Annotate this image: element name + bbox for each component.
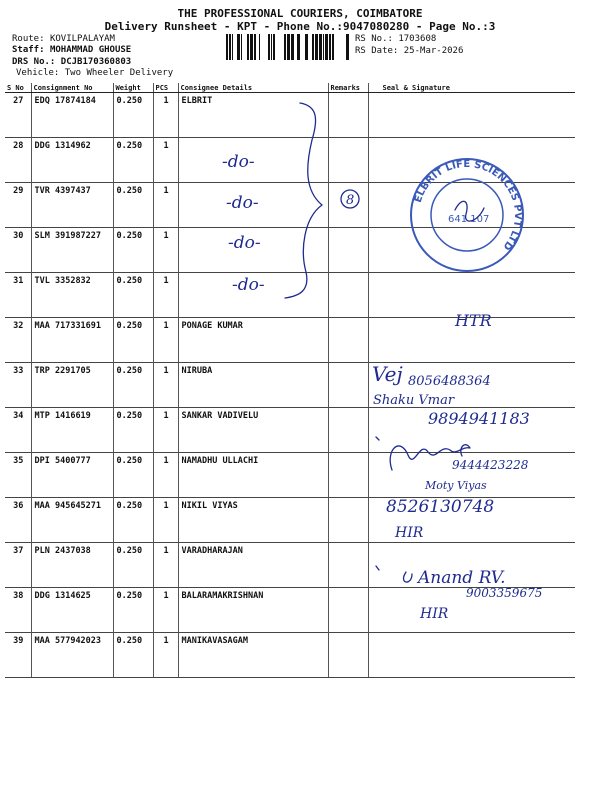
row-weight: 0.250	[113, 543, 153, 588]
row-consignment-no: MAA 717331691	[31, 318, 113, 363]
row-consignment-no: MAA 577942023	[31, 633, 113, 678]
staff-label: Staff:	[12, 45, 45, 55]
row-consignment-no: DDG 1314625	[31, 588, 113, 633]
row-sno: 33	[5, 363, 31, 408]
signature-row-32: HTR	[455, 311, 492, 330]
drs-value: DCJB170360803	[60, 57, 132, 67]
row-consignee: VARADHARAJAN	[178, 543, 328, 588]
row-weight: 0.250	[113, 228, 153, 273]
circled-count: 8	[346, 193, 355, 208]
row-sno: 36	[5, 498, 31, 543]
row-weight: 0.250	[113, 138, 153, 183]
signature-row-39: HIR	[420, 606, 449, 622]
ditto-mark: -do-	[228, 233, 261, 253]
row-sno: 27	[5, 93, 31, 138]
col-remarks: Remarks	[328, 83, 368, 93]
row-consignment-no: MTP 1416619	[31, 408, 113, 453]
signature-row-38-phone: 9003359675	[466, 586, 543, 600]
row-weight: 0.250	[113, 183, 153, 228]
row-weight: 0.250	[113, 453, 153, 498]
company-stamp	[411, 159, 523, 271]
row-consignment-no: TVR 4397437	[31, 183, 113, 228]
col-sno: S No	[5, 83, 31, 93]
route-value: KOVILPALAYAM	[49, 34, 115, 44]
ditto-mark: -do-	[226, 193, 259, 213]
signature-row-34b-phone: 9894941183	[428, 409, 530, 428]
ditto-mark: -do-	[222, 152, 255, 172]
row-pcs: 1	[153, 138, 178, 183]
row-consignee: NIKIL VIYAS	[178, 498, 328, 543]
row-sno: 32	[5, 318, 31, 363]
signature-row-37: HIR	[395, 525, 424, 541]
row-weight: 0.250	[113, 408, 153, 453]
row-consignee: PONAGE KUMAR	[178, 318, 328, 363]
row-weight: 0.250	[113, 273, 153, 318]
row-consignment-no: TRP 2291705	[31, 363, 113, 408]
row-consignment-no: EDQ 17874184	[31, 93, 113, 138]
row-sno: 31	[5, 273, 31, 318]
signature-row-34-name: Vej	[372, 362, 403, 386]
row-weight: 0.250	[113, 633, 153, 678]
row-weight: 0.250	[113, 363, 153, 408]
col-consignee: Consignee Details	[178, 83, 328, 93]
row-sno: 39	[5, 633, 31, 678]
row-pcs: 1	[153, 183, 178, 228]
signature-row-35-phone: 9444423228	[452, 458, 529, 472]
row-pcs: 1	[153, 498, 178, 543]
row-pcs: 1	[153, 228, 178, 273]
signature-row-38-name: Anand RV.	[418, 568, 506, 588]
row-weight: 0.250	[113, 498, 153, 543]
row-sno: 35	[5, 453, 31, 498]
col-pcs: PCS	[153, 83, 178, 93]
rs-date: RS Date: 25-Mar-2026	[355, 46, 464, 56]
row-pcs: 1	[153, 363, 178, 408]
row-pcs: 1	[153, 408, 178, 453]
row-sno: 34	[5, 408, 31, 453]
signature-row-34b-name: Shaku Vmar	[373, 393, 455, 408]
col-weight: Weight	[113, 83, 153, 93]
signature-row-36-name: Moty Viyas	[425, 479, 487, 492]
row-pcs: 1	[153, 273, 178, 318]
row-weight: 0.250	[113, 93, 153, 138]
row-consignee: ELBRIT	[178, 93, 328, 138]
row-pcs: 1	[153, 543, 178, 588]
route-label: Route:	[12, 34, 45, 44]
row-pcs: 1	[153, 93, 178, 138]
stamp-center-text: 641 107	[448, 214, 490, 225]
row-consignee: MANIKAVASAGAM	[178, 633, 328, 678]
row-consignee: SANKAR VADIVELU	[178, 408, 328, 453]
rs-number: RS No.: 1703608	[355, 34, 437, 44]
row-pcs: 1	[153, 453, 178, 498]
signature-row-34-phone: 8056488364	[408, 374, 491, 389]
brace-mark	[285, 103, 322, 298]
row-consignment-no: MAA 945645271	[31, 498, 113, 543]
drs-label: DRS No.:	[12, 57, 56, 67]
staff-value: MOHAMMAD GHOUSE	[49, 45, 132, 55]
signature-row-38-mark	[376, 566, 412, 582]
row-consignment-no: SLM 391987227	[31, 228, 113, 273]
stamp-ring-text: ELBRIT LIFE SCIENCES PVT LTD	[412, 158, 524, 252]
signature-row-36-phone: 8526130748	[386, 497, 495, 517]
vehicle-line: Vehicle: Two Wheeler Delivery	[16, 68, 174, 78]
row-pcs: 1	[153, 633, 178, 678]
row-weight: 0.250	[113, 588, 153, 633]
row-consignment-no: DPI 5400777	[31, 453, 113, 498]
row-consignee: NAMADHU ULLACHI	[178, 453, 328, 498]
company-title: THE PROFESSIONAL COURIERS, COIMBATORE	[177, 7, 423, 20]
col-consignment: Consignment No	[31, 83, 113, 93]
runsheet-title: Delivery Runsheet - KPT - Phone No.:9047080280 - Page No.:3	[104, 20, 496, 33]
row-weight: 0.250	[113, 318, 153, 363]
row-sno: 29	[5, 183, 31, 228]
row-consignment-no: PLN 2437038	[31, 543, 113, 588]
ditto-mark: -do-	[232, 275, 265, 295]
row-sno: 38	[5, 588, 31, 633]
row-sno: 37	[5, 543, 31, 588]
row-consignment-no: TVL 3352832	[31, 273, 113, 318]
row-pcs: 1	[153, 588, 178, 633]
col-signature: Seal & Signature	[368, 83, 575, 93]
row-consignee: BALARAMAKRISHNAN	[178, 588, 328, 633]
row-consignment-no: DDG 1314962	[31, 138, 113, 183]
row-sno: 28	[5, 138, 31, 183]
row-pcs: 1	[153, 318, 178, 363]
row-consignee: NIRUBA	[178, 363, 328, 408]
row-sno: 30	[5, 228, 31, 273]
